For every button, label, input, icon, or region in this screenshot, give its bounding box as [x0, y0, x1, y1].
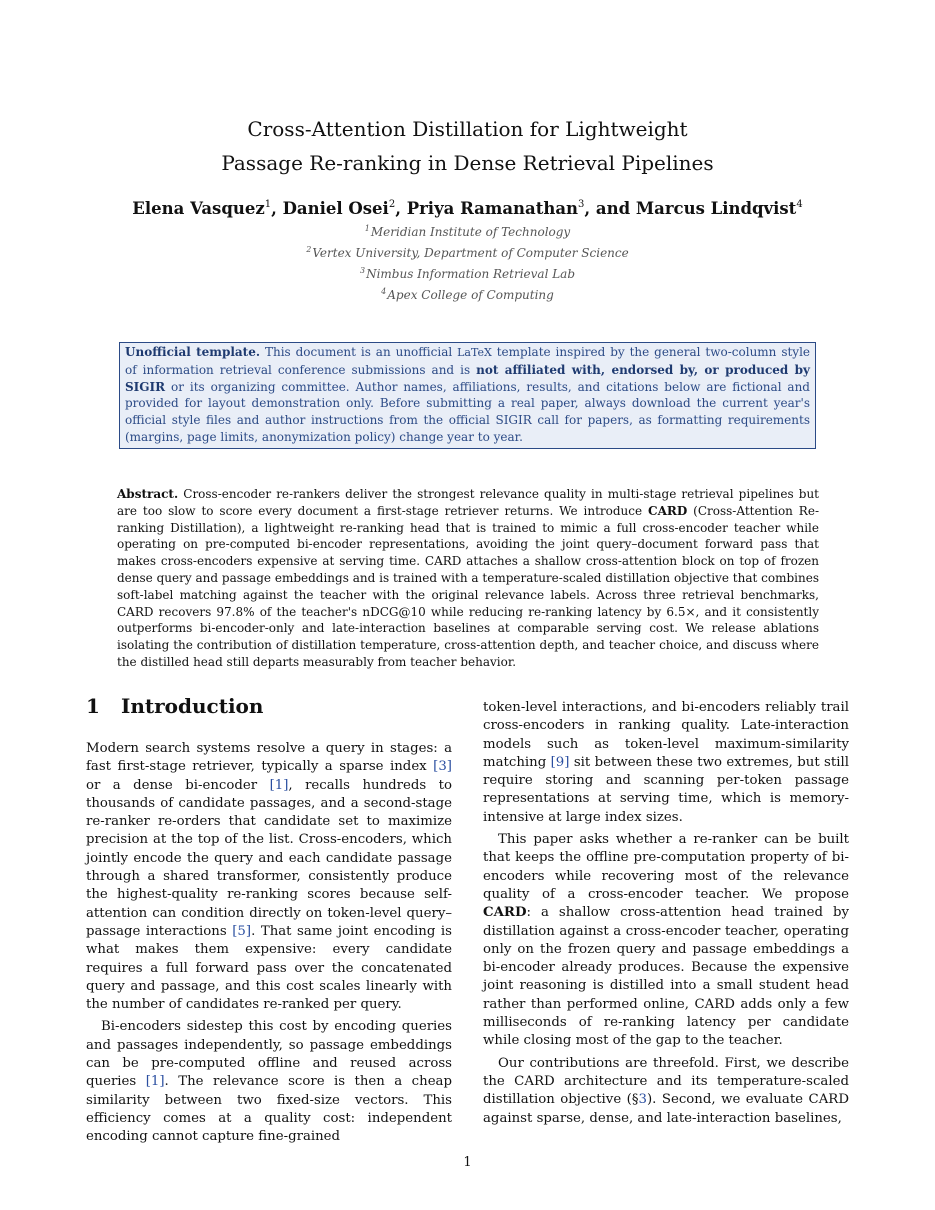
paragraph: Bi-encoders sidestep this cost by encoding queries and passages independently, so passage embeddings can be pre-computed offline and reused across queries [1]. The relevance score is then a cheap similarity between two fixed-size vectors. This efficiency comes at a quality cost: independent encoding cannot capture fine-grained: [86, 1019, 452, 1145]
page-number: 1: [463, 1155, 472, 1170]
paragraph: This paper asks whether a re-ranker can be built that keeps the offline pre-computation property of bi-encoders while recovering most of the relevance quality of a cross-encoder teacher. We propose CARD: a shallow cross-attention head trained by distillation against a cross-encoder teacher, operating only on the frozen query and passage embeddings a bi-encoder already produces. Because the expensive joint reasoning is distilled into a small student head rather than performed online, CARD adds only a few milliseconds of re-ranking latency per candidate while closing most of the gap to the teacher.: [483, 832, 849, 1049]
author: Marcus Lindqvist$^4$: [635, 199, 803, 218]
left-column: [86, 740, 452, 1151]
section-heading-introduction: [86, 691, 456, 721]
paragraph: Our contributions are threefold. First, we describe the CARD architecture and its temperature-scaled distillation objective (§3). Second, we evaluate CARD against sparse, dense, and late-interaction baselines,: [483, 1055, 849, 1126]
affiliation: $^2$Vertex University, Department of Computer Science: [306, 245, 629, 260]
author: Daniel Osei$^2$,: [282, 199, 407, 218]
affiliation: $^1$Meridian Institute of Technology: [364, 224, 571, 239]
paragraph: token-level interactions, and bi-encoders reliably trail cross-encoders in ranking quality. Late-interaction models such as token-level maximum-similarity matching [9] sit between these two extremes, but still require storing and scanning per-token passage representations at serving time, which is memory-intensive at large index sizes.: [483, 700, 849, 825]
right-column: [483, 699, 849, 1132]
section-title: Introduction: [121, 694, 264, 718]
notice-lead: Unofficial template.: [125, 345, 261, 359]
title-line-2: Passage Re-ranking in Dense Retrieval Pipelines: [221, 151, 714, 175]
latex-logo: LaTeX: [457, 346, 492, 359]
abstract-heading: Abstract.: [117, 487, 179, 501]
citation-link[interactable]: [1]: [269, 777, 289, 793]
paragraph: Modern search systems resolve a query in stages: a fast first-stage retriever, typically a sparse index [3] or a dense bi-encoder [1], recalls hundreds to thousands of candidate passages, and a second-stage re-ranker re-orders that candidate set to maximize precision at the top of the list. Cross-encoders, which jointly encode the query and each candidate passage through a shared transformer, consistently produce the highest-quality re-ranking scores because self-attention can condition directly on token-level query–passage interactions [5]. That same joint encoding is what makes them expensive: every candidate requires a full forward pass over the concatenated query and passage, and this cost scales linearly with the number of candidates re-ranked per query.: [86, 741, 452, 1013]
affiliation-list: [0, 220, 935, 304]
notice-disclaimer: not affiliated with, endorsed by, or produced by SIGIR: [125, 362, 810, 394]
section-reference-link[interactable]: 3: [638, 1092, 647, 1108]
citation-link[interactable]: [3]: [433, 759, 452, 775]
affiliation: $^3$Nimbus Information Retrieval Lab: [359, 266, 576, 281]
author: Priya Ramanathan$^3$, and: [406, 199, 636, 218]
citation-link[interactable]: [9]: [550, 754, 570, 770]
paper-title: [0, 112, 935, 180]
method-name: CARD: [648, 503, 688, 518]
author-list: [0, 193, 935, 221]
citation-link[interactable]: [1]: [145, 1074, 165, 1090]
abstract: Abstract. Cross-encoder re-rankers deliver the strongest relevance quality in multi-stage retrieval pipelines but are too slow to score every document a first-stage retriever returns. We introduce CARD (Cross-Attention Re-ranking Distillation), a lightweight re-ranking head that is trained to mimic a full cross-encoder teacher while operating on pre-computed bi-encoder representations, avoiding the joint query–document forward pass that makes cross-encoders expensive at serving time. CARD attaches a shallow cross-attention block on top of frozen dense query and passage embeddings and is trained with a temperature-scaled distillation objective that combines soft-label matching against the teacher with the original relevance labels. Across three retrieval benchmarks, CARD recovers 97.8% of the teacher's nDCG@10 while reducing re-ranking latency by 6.5×, and it consistently outperforms bi-encoder-only and late-interaction baselines at comparable serving cost. We release ablations isolating the contribution of distillation temperature, cross-attention depth, and teacher choice, and discuss where the distilled head still departs measurably from teacher behavior.: [117, 487, 819, 669]
title-line-1: Cross-Attention Distillation for Lightweight: [247, 117, 688, 141]
affiliation: $^4$Apex College of Computing: [381, 287, 554, 302]
citation-link[interactable]: [5]: [232, 923, 252, 939]
section-number: 1: [86, 694, 100, 718]
author: Elena Vasquez$^1$,: [132, 199, 283, 218]
method-name: CARD: [483, 905, 527, 921]
unofficial-template-notice: Unofficial template. This document is an unofficial LaTeX template inspired by the general two-column style of information retrieval conference submissions and is not affiliated with, endorsed by, or produced by SIGIR or its organizing committee. Author names, affiliations, results, and citations below are fictional and provided for layout demonstration only. Before submitting a real paper, always download the current year's official style files and author instructions from the official SIGIR call for papers, as formatting requirements (margins, page limits, anonymization policy) change year to year.: [119, 342, 816, 449]
